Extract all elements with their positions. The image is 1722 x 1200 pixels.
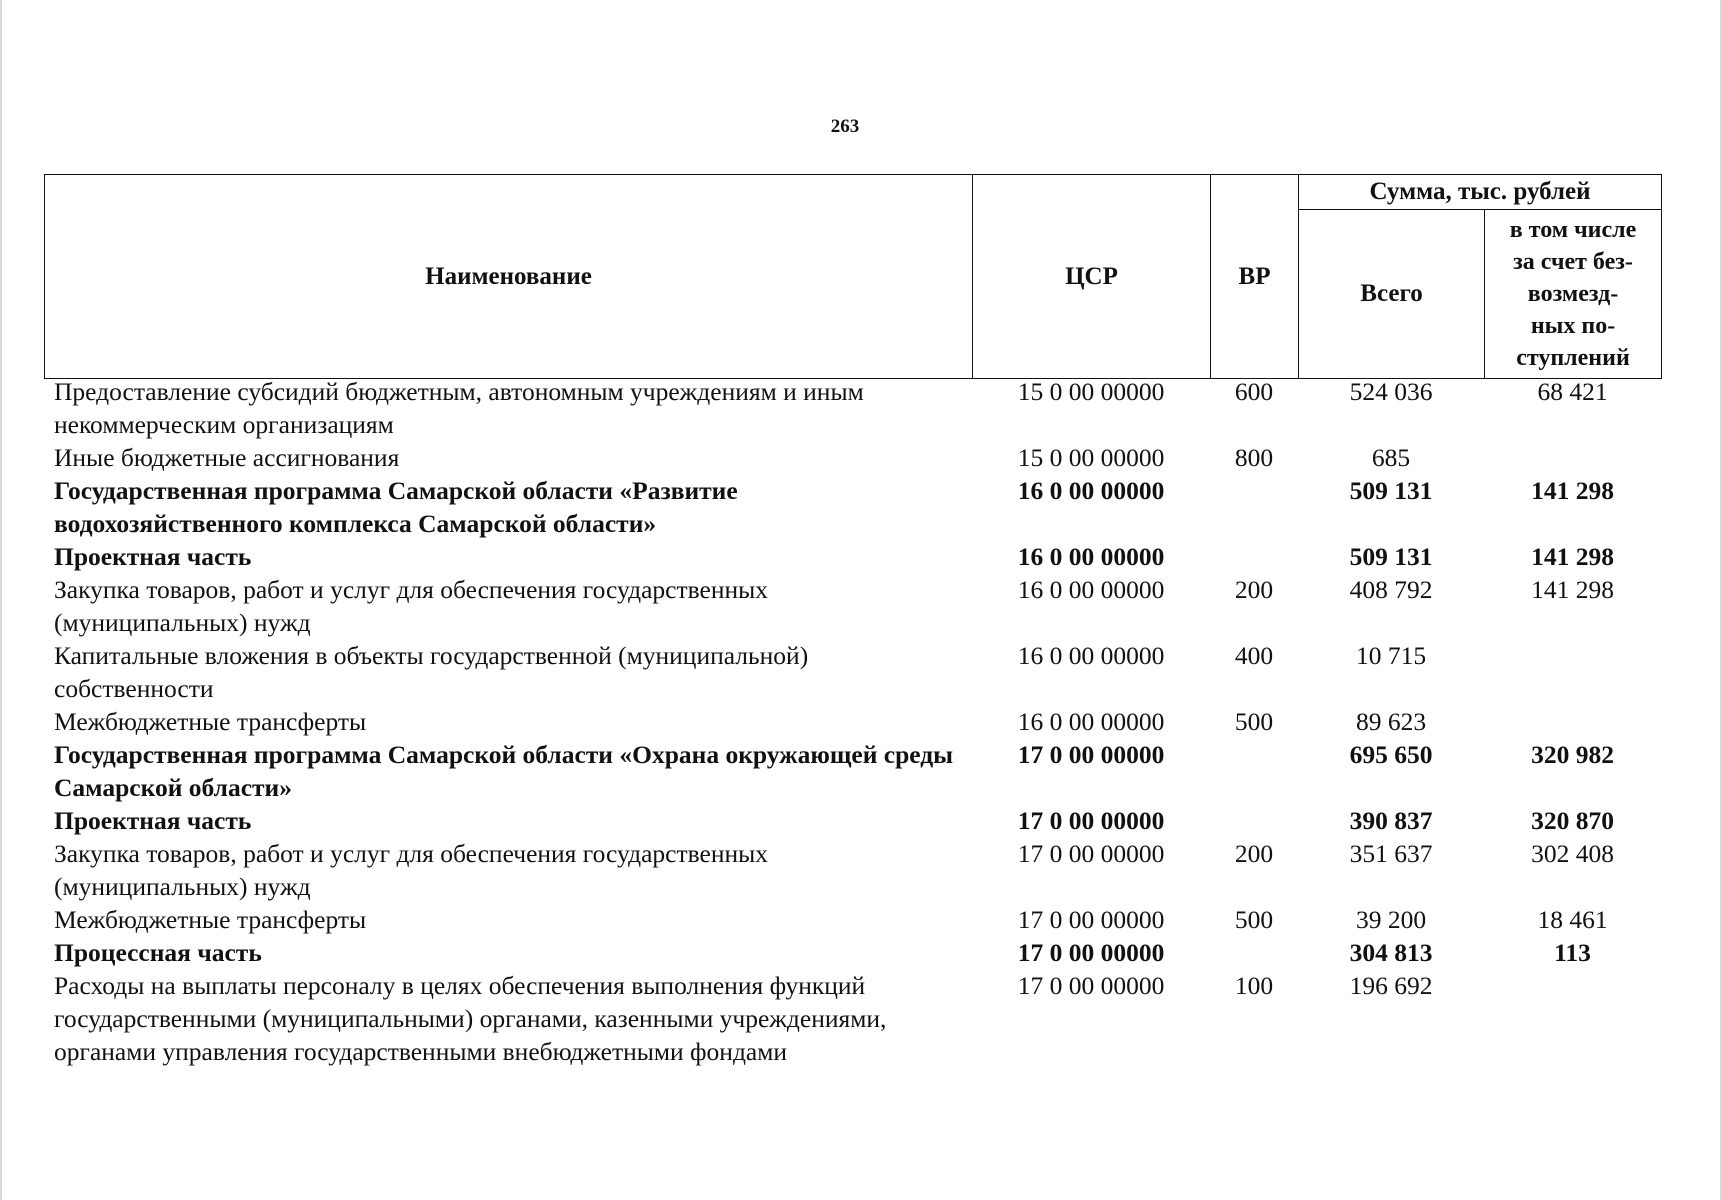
row-total: 509 131 — [1349, 542, 1433, 571]
row-name: Закупка товаров, работ и услуг для обеспечения государственных (муниципальных) нужд — [54, 839, 769, 901]
row-csr: 17 0 00 00000 — [1017, 839, 1165, 868]
row-csr: 17 0 00 00000 — [1017, 905, 1165, 934]
row-total: 304 813 — [1349, 938, 1433, 967]
table-row — [44, 441, 1661, 474]
row-name: Проектная часть — [54, 542, 252, 571]
header-vr: ВР — [1211, 175, 1299, 379]
row-vr: 100 — [1234, 971, 1274, 1000]
row-csr: 17 0 00 00000 — [1017, 938, 1165, 967]
row-gratuitous: 320 982 — [1531, 740, 1614, 769]
row-name: Иные бюджетные ассигнования — [54, 443, 400, 472]
table-row — [44, 936, 1661, 969]
table-row — [44, 639, 1661, 705]
row-name: Процессная часть — [54, 938, 262, 967]
table-row — [44, 375, 1661, 441]
row-total: 351 637 — [1349, 839, 1433, 868]
row-name: Государственная программа Самарской области «Охрана окружающей среды Самарской области» — [54, 740, 954, 802]
row-csr: 17 0 00 00000 — [1017, 740, 1165, 769]
row-vr: 500 — [1234, 707, 1274, 736]
row-vr: 200 — [1234, 575, 1274, 604]
row-vr — [1210, 936, 1298, 969]
table-row — [44, 903, 1661, 936]
table-row — [44, 540, 1661, 573]
row-csr: 16 0 00 00000 — [1017, 707, 1165, 736]
row-csr: 16 0 00 00000 — [1017, 542, 1165, 571]
row-vr: 800 — [1234, 443, 1274, 472]
row-name: Межбюджетные трансферты — [54, 905, 367, 934]
header-gratuitous-line: возмезд- — [1527, 281, 1619, 307]
header-gratuitous-line: в том числе — [1509, 217, 1637, 243]
table-header — [44, 174, 1662, 379]
budget-table — [44, 375, 1661, 1068]
row-name: Расходы на выплаты персоналу в целях обеспечения выполнения функций государственными (муниципальными) органами, казенными учреждениями, органами управления государственными внебюджетными фондами — [54, 971, 887, 1066]
row-gratuitous — [1484, 969, 1661, 1068]
row-total: 685 — [1371, 443, 1411, 472]
table-row — [44, 573, 1661, 639]
row-name: Государственная программа Самарской области «Развитие водохозяйственного комплекса Самарской области» — [54, 476, 738, 538]
row-total: 89 623 — [1355, 707, 1427, 736]
header-gratuitous-line: за счет без- — [1513, 249, 1633, 275]
row-name: Проектная часть — [54, 806, 252, 835]
row-vr — [1210, 474, 1298, 540]
row-vr: 200 — [1234, 839, 1274, 868]
row-gratuitous: 141 298 — [1531, 575, 1614, 604]
row-csr: 15 0 00 00000 — [1017, 443, 1165, 472]
scan-edge-left — [0, 0, 2, 1200]
row-name: Предоставление субсидий бюджетным, автономным учреждениям и иным некоммерческим организациям — [54, 377, 864, 439]
row-csr: 16 0 00 00000 — [1017, 476, 1165, 505]
header-csr: ЦСР — [973, 175, 1211, 379]
row-total: 524 036 — [1349, 377, 1433, 406]
row-total: 39 200 — [1355, 905, 1427, 934]
row-total: 408 792 — [1349, 575, 1433, 604]
row-vr: 600 — [1234, 377, 1274, 406]
table-row — [44, 474, 1661, 540]
row-vr: 500 — [1234, 905, 1274, 934]
row-vr — [1210, 804, 1298, 837]
row-gratuitous: 18 461 — [1537, 905, 1608, 934]
row-gratuitous: 113 — [1554, 938, 1591, 967]
row-total: 10 715 — [1355, 641, 1427, 670]
row-csr: 15 0 00 00000 — [1017, 377, 1165, 406]
row-csr: 16 0 00 00000 — [1017, 575, 1165, 604]
row-vr — [1210, 738, 1298, 804]
row-gratuitous — [1484, 441, 1661, 474]
row-gratuitous: 141 298 — [1531, 476, 1614, 505]
header-name: Наименование — [45, 175, 973, 379]
table-body — [44, 375, 1661, 1068]
table-row — [44, 804, 1661, 837]
row-gratuitous: 68 421 — [1537, 377, 1608, 406]
row-total: 695 650 — [1349, 740, 1433, 769]
row-gratuitous — [1484, 705, 1661, 738]
row-name: Межбюджетные трансферты — [54, 707, 367, 736]
row-csr: 17 0 00 00000 — [1017, 806, 1165, 835]
header-gratuitous — [1485, 210, 1662, 379]
table-row — [44, 738, 1661, 804]
row-gratuitous — [1484, 639, 1661, 705]
row-gratuitous: 141 298 — [1531, 542, 1614, 571]
row-vr — [1210, 540, 1298, 573]
row-name: Закупка товаров, работ и услуг для обеспечения государственных (муниципальных) нужд — [54, 575, 769, 637]
table-row — [44, 705, 1661, 738]
row-gratuitous: 320 870 — [1531, 806, 1614, 835]
row-vr: 400 — [1234, 641, 1274, 670]
table-row — [44, 969, 1661, 1068]
row-total: 390 837 — [1349, 806, 1433, 835]
row-name: Капитальные вложения в объекты государственной (муниципальной) собственности — [54, 641, 809, 703]
row-total: 196 692 — [1349, 971, 1433, 1000]
page-number: 263 — [830, 116, 860, 137]
row-csr: 17 0 00 00000 — [1017, 971, 1165, 1000]
table-row — [44, 837, 1661, 903]
header-gratuitous-line: ступлений — [1516, 345, 1630, 371]
row-csr: 16 0 00 00000 — [1017, 641, 1165, 670]
row-gratuitous: 302 408 — [1531, 839, 1614, 868]
header-total: Всего — [1299, 210, 1485, 379]
header-gratuitous-line: ных по- — [1530, 313, 1616, 339]
row-total: 509 131 — [1349, 476, 1433, 505]
header-sum: Сумма, тыс. рублей — [1299, 175, 1662, 210]
